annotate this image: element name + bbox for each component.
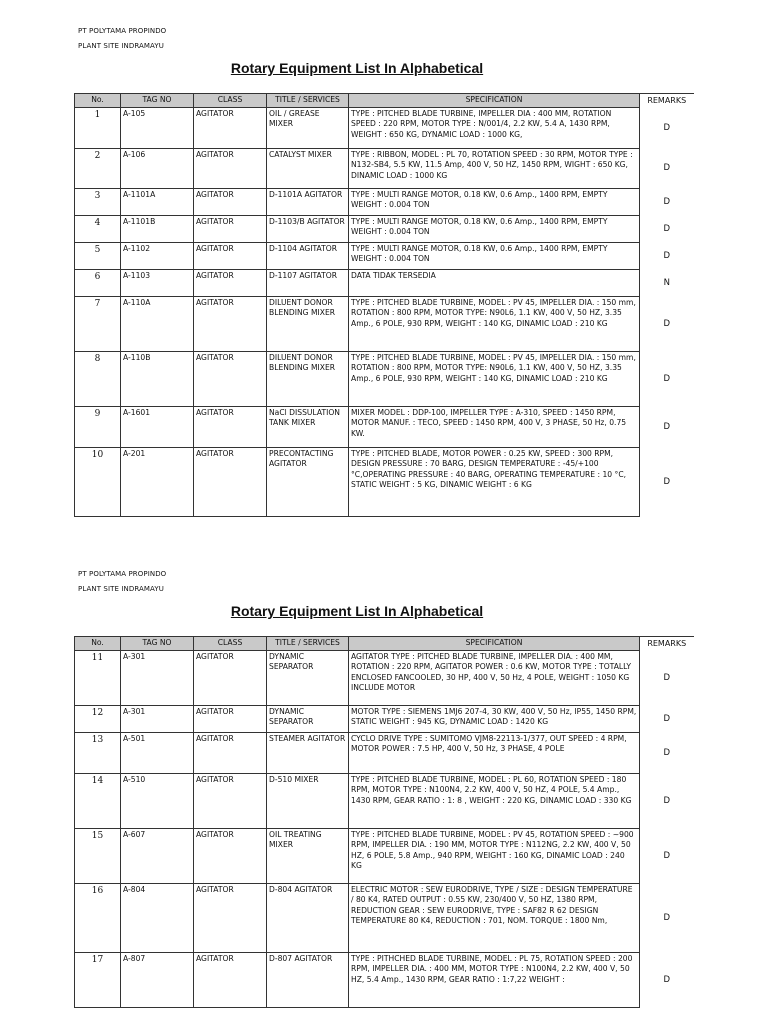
col-header-no: No.: [75, 94, 121, 108]
cell-no: 12: [75, 706, 121, 733]
plant-site: PLANT SITE INDRAMAYU: [78, 42, 164, 50]
cell-no: 11: [75, 651, 121, 706]
cell-remarks: D: [640, 651, 694, 706]
cell-tag-no: A-201: [121, 448, 194, 517]
cell-specification: MOTOR TYPE : SIEMENS 1MJ6 207-4, 30 KW, 400 V, 50 Hz, IP55, 1450 RPM, STATIC WEIGHT : 945 KG, DYNAMIC LOAD : 1420 KG: [349, 706, 640, 733]
cell-tag-no: A-804: [121, 884, 194, 953]
cell-specification: TYPE : RIBBON, MODEL : PL 70, ROTATION SPEED : 30 RPM, MOTOR TYPE : N132-SB4, 5.5 KW, 11.5 Amp, 400 V, 50 HZ, 1450 RPM, WIGHT : 650 KG, DINAMIC LOAD : 1000 KG: [349, 149, 640, 189]
cell-no: 3: [75, 189, 121, 216]
page-title: Rotary Equipment List In Alphabetical: [230, 603, 484, 619]
cell-title-services: D-1103/B AGITATOR: [267, 216, 349, 243]
cell-class: AGITATOR: [194, 216, 267, 243]
col-header-tag: TAG NO: [121, 94, 194, 108]
cell-tag-no: A-607: [121, 829, 194, 884]
cell-tag-no: A-301: [121, 651, 194, 706]
cell-class: AGITATOR: [194, 243, 267, 270]
cell-tag-no: A-110B: [121, 352, 194, 407]
table-header-row: [75, 637, 694, 651]
table-row: [75, 733, 694, 774]
cell-no: 15: [75, 829, 121, 884]
table-row: [75, 189, 694, 216]
cell-no: 1: [75, 108, 121, 149]
cell-specification: TYPE : PITHCHED BLADE TURBINE, MODEL : PL 75, ROTATION SPEED : 200 RPM, IMPELLER DIA. : 400 MM, MOTOR TYPE : N100N4, 2.2 KW, 400 V, 50 HZ, 5.4 Amp., 1430 RPM, GEAR RATIO : 1:7,22 WEIGHT :: [349, 953, 640, 1008]
cell-specification: TYPE : MULTI RANGE MOTOR, 0.18 KW, 0.6 Amp., 1400 RPM, EMPTY WEIGHT : 0.004 TON: [349, 243, 640, 270]
cell-class: AGITATOR: [194, 149, 267, 189]
cell-remarks: D: [640, 407, 694, 448]
cell-title-services: DILUENT DONOR BLENDING MIXER: [267, 352, 349, 407]
col-header-spec: SPECIFICATION: [349, 637, 640, 651]
col-header-no: No.: [75, 637, 121, 651]
cell-remarks: D: [640, 149, 694, 189]
cell-title-services: CATALYST MIXER: [267, 149, 349, 189]
cell-title-services: DILUENT DONOR BLENDING MIXER: [267, 297, 349, 352]
cell-no: 17: [75, 953, 121, 1008]
cell-tag-no: A-1101B: [121, 216, 194, 243]
cell-tag-no: A-301: [121, 706, 194, 733]
cell-class: AGITATOR: [194, 651, 267, 706]
cell-class: AGITATOR: [194, 407, 267, 448]
cell-no: 6: [75, 270, 121, 297]
cell-title-services: D-510 MIXER: [267, 774, 349, 829]
cell-class: AGITATOR: [194, 297, 267, 352]
equipment-table: [74, 636, 694, 1008]
table-row: [75, 270, 694, 297]
cell-specification: AGITATOR TYPE : PITCHED BLADE TURBINE, IMPELLER DIA. : 400 MM, ROTATION : 220 RPM, AGITATOR POWER : 0.6 KW, MOTOR TYPE : TOTALLY ENCLOSED FANCOOLED, 30 HP, 400 V, 50 Hz, 4 POLE, WEIGHT : 1050 KG INCLUDE MOTOR: [349, 651, 640, 706]
cell-specification: TYPE : MULTI RANGE MOTOR, 0.18 KW, 0.6 Amp., 1400 RPM, EMPTY WEIGHT : 0.004 TON: [349, 189, 640, 216]
cell-title-services: D-1107 AGITATOR: [267, 270, 349, 297]
col-header-remarks: REMARKS: [640, 94, 694, 108]
cell-tag-no: A-1101A: [121, 189, 194, 216]
cell-title-services: DYNAMIC SEPARATOR: [267, 651, 349, 706]
cell-no: 9: [75, 407, 121, 448]
equipment-table: [74, 93, 694, 517]
cell-specification: TYPE : PITCHED BLADE TURBINE, MODEL : PV 45, IMPELLER DIA. : 150 mm, ROTATION : 800 RPM, MOTOR TYPE: N90L6, 1.1 KW, 400 V, 50 HZ, 3.35 Amp., 6 POLE, 930 RPM, WEIGHT : 140 KG, DINAMIC LOAD : 210 KG: [349, 352, 640, 407]
table-row: [75, 149, 694, 189]
cell-tag-no: A-110A: [121, 297, 194, 352]
cell-remarks: D: [640, 448, 694, 517]
cell-no: 16: [75, 884, 121, 953]
cell-no: 13: [75, 733, 121, 774]
cell-title-services: OIL / GREASE MIXER: [267, 108, 349, 149]
table-row: [75, 651, 694, 706]
col-header-class: CLASS: [194, 94, 267, 108]
cell-class: AGITATOR: [194, 189, 267, 216]
table-row: [75, 829, 694, 884]
table-row: [75, 884, 694, 953]
col-header-remarks: REMARKS: [640, 637, 694, 651]
cell-specification: TYPE : PITCHED BLADE, MOTOR POWER : 0.25 KW, SPEED : 300 RPM, DESIGN PRESSURE : 70 BARG, DESIGN TEMPERATURE : -45/+100 °C,OPERATING PRESSURE : 40 BARG, OPERATING TEMPERATURE : 10 °C, STATIC WEIGHT : 5 KG, DINAMIC WEIGHT : 6 KG: [349, 448, 640, 517]
cell-specification: TYPE : PITCHED BLADE TURBINE, MODEL : PL 60, ROTATION SPEED : 180 RPM, MOTOR TYPE : N100N4, 2.2 KW, 400 V, 50 HZ, 4 POLE, 5.4 Amp., 1430 RPM, GEAR RATIO : 1: 8 , WEIGHT : 220 KG, DINAMIC LOAD : 330 KG: [349, 774, 640, 829]
cell-no: 5: [75, 243, 121, 270]
cell-title-services: D-804 AGITATOR: [267, 884, 349, 953]
cell-remarks: D: [640, 774, 694, 829]
company-header: [78, 27, 166, 57]
cell-class: AGITATOR: [194, 448, 267, 517]
cell-specification: TYPE : PITCHED BLADE TURBINE, MODEL : PV 45, IMPELLER DIA. : 150 mm, ROTATION : 800 RPM, MOTOR TYPE: N90L6, 1.1 KW, 400 V, 50 HZ, 3.35 Amp., 6 POLE, 930 RPM, WEIGHT : 140 KG, DINAMIC LOAD : 210 KG: [349, 297, 640, 352]
col-header-title: TITLE / SERVICES: [267, 637, 349, 651]
cell-title-services: PRECONTACTING AGITATOR: [267, 448, 349, 517]
cell-remarks: D: [640, 733, 694, 774]
cell-class: AGITATOR: [194, 733, 267, 774]
cell-title-services: D-1101A AGITATOR: [267, 189, 349, 216]
company-name: PT POLYTAMA PROPINDO: [78, 570, 167, 578]
cell-tag-no: A-807: [121, 953, 194, 1008]
cell-remarks: N: [640, 270, 694, 297]
cell-specification: TYPE : MULTI RANGE MOTOR, 0.18 KW, 0.6 Amp., 1400 RPM, EMPTY WEIGHT : 0.004 TON: [349, 216, 640, 243]
company-name: PT POLYTAMA PROPINDO: [78, 27, 167, 35]
company-header: [78, 570, 166, 600]
col-header-spec: SPECIFICATION: [349, 94, 640, 108]
table-row: [75, 297, 694, 352]
plant-site: PLANT SITE INDRAMAYU: [78, 585, 164, 593]
cell-class: AGITATOR: [194, 884, 267, 953]
cell-title-services: OIL TREATING MIXER: [267, 829, 349, 884]
cell-remarks: D: [640, 243, 694, 270]
cell-remarks: D: [640, 189, 694, 216]
cell-class: AGITATOR: [194, 829, 267, 884]
cell-title-services: STEAMER AGITATOR: [267, 733, 349, 774]
cell-remarks: D: [640, 297, 694, 352]
cell-remarks: D: [640, 953, 694, 1008]
cell-title-services: D-807 AGITATOR: [267, 953, 349, 1008]
cell-tag-no: A-1103: [121, 270, 194, 297]
col-header-tag: TAG NO: [121, 637, 194, 651]
cell-tag-no: A-501: [121, 733, 194, 774]
cell-tag-no: A-105: [121, 108, 194, 149]
cell-remarks: D: [640, 216, 694, 243]
col-header-class: CLASS: [194, 637, 267, 651]
table-row: [75, 774, 694, 829]
cell-tag-no: A-1601: [121, 407, 194, 448]
table-header-row: [75, 94, 694, 108]
cell-no: 14: [75, 774, 121, 829]
cell-specification: TYPE : PITCHED BLADE TURBINE, MODEL : PV 45, ROTATION SPEED : ~900 RPM, IMPELLER DIA. : 190 MM, MOTOR TYPE : N112NG, 2.2 KW, 400 V, 50 HZ, 6 POLE, 5.8 Amp., 940 RPM, WEIGHT : 160 KG, DINAMIC LOAD : 240 KG: [349, 829, 640, 884]
table-row: [75, 352, 694, 407]
cell-specification: CYCLO DRIVE TYPE : SUMITOMO VJM8-22113-1/377, OUT SPEED : 4 RPM, MOTOR POWER : 7.5 HP, 400 V, 50 Hz, 3 PHASE, 4 POLE: [349, 733, 640, 774]
cell-tag-no: A-510: [121, 774, 194, 829]
cell-specification: TYPE : PITCHED BLADE TURBINE, IMPELLER DIA : 400 MM, ROTATION SPEED : 220 RPM, MOTOR TYPE : N/001/4, 2.2 KW, 5.4 A, 1430 RPM, WEIGHT : 650 KG, DYNAMIC LOAD : 1000 KG,: [349, 108, 640, 149]
cell-title-services: D-1104 AGITATOR: [267, 243, 349, 270]
table-row: [75, 407, 694, 448]
cell-class: AGITATOR: [194, 108, 267, 149]
cell-title-services: DYNAMIC SEPARATOR: [267, 706, 349, 733]
cell-no: 4: [75, 216, 121, 243]
cell-remarks: D: [640, 352, 694, 407]
cell-class: AGITATOR: [194, 706, 267, 733]
page-title: Rotary Equipment List In Alphabetical: [230, 60, 484, 76]
cell-remarks: D: [640, 108, 694, 149]
cell-tag-no: A-1102: [121, 243, 194, 270]
cell-no: 2: [75, 149, 121, 189]
cell-title-services: NaCl DISSULATION TANK MIXER: [267, 407, 349, 448]
cell-class: AGITATOR: [194, 953, 267, 1008]
cell-no: 7: [75, 297, 121, 352]
table-row: [75, 706, 694, 733]
col-header-title: TITLE / SERVICES: [267, 94, 349, 108]
table-row: [75, 216, 694, 243]
table-row: [75, 448, 694, 517]
cell-specification: MIXER MODEL : DDP-100, IMPELLER TYPE : A-310, SPEED : 1450 RPM, MOTOR MANUF. : TECO, SPEED : 1450 RPM, 400 V, 3 PHASE, 50 Hz, 0.75 KW.: [349, 407, 640, 448]
cell-no: 8: [75, 352, 121, 407]
cell-class: AGITATOR: [194, 352, 267, 407]
cell-remarks: D: [640, 706, 694, 733]
cell-class: AGITATOR: [194, 774, 267, 829]
cell-specification: ELECTRIC MOTOR : SEW EURODRIVE, TYPE / SIZE : DESIGN TEMPERATURE / 80 K4, RATED OUTPUT : 0.55 KW, 230/400 V, 50 HZ, 1380 RPM, REDUCTION GEAR : SEW EURODRIVE, TYPE : SAF82 R 62 DESIGN TEMPERATURE 80 K4, REDUCTION : 701, NOM. TORQUE : 1800 Nm,: [349, 884, 640, 953]
table-row: [75, 953, 694, 1008]
cell-remarks: D: [640, 829, 694, 884]
cell-specification: DATA TIDAK TERSEDIA: [349, 270, 640, 297]
cell-tag-no: A-106: [121, 149, 194, 189]
table-row: [75, 108, 694, 149]
cell-no: 10: [75, 448, 121, 517]
cell-class: AGITATOR: [194, 270, 267, 297]
table-row: [75, 243, 694, 270]
cell-remarks: D: [640, 884, 694, 953]
